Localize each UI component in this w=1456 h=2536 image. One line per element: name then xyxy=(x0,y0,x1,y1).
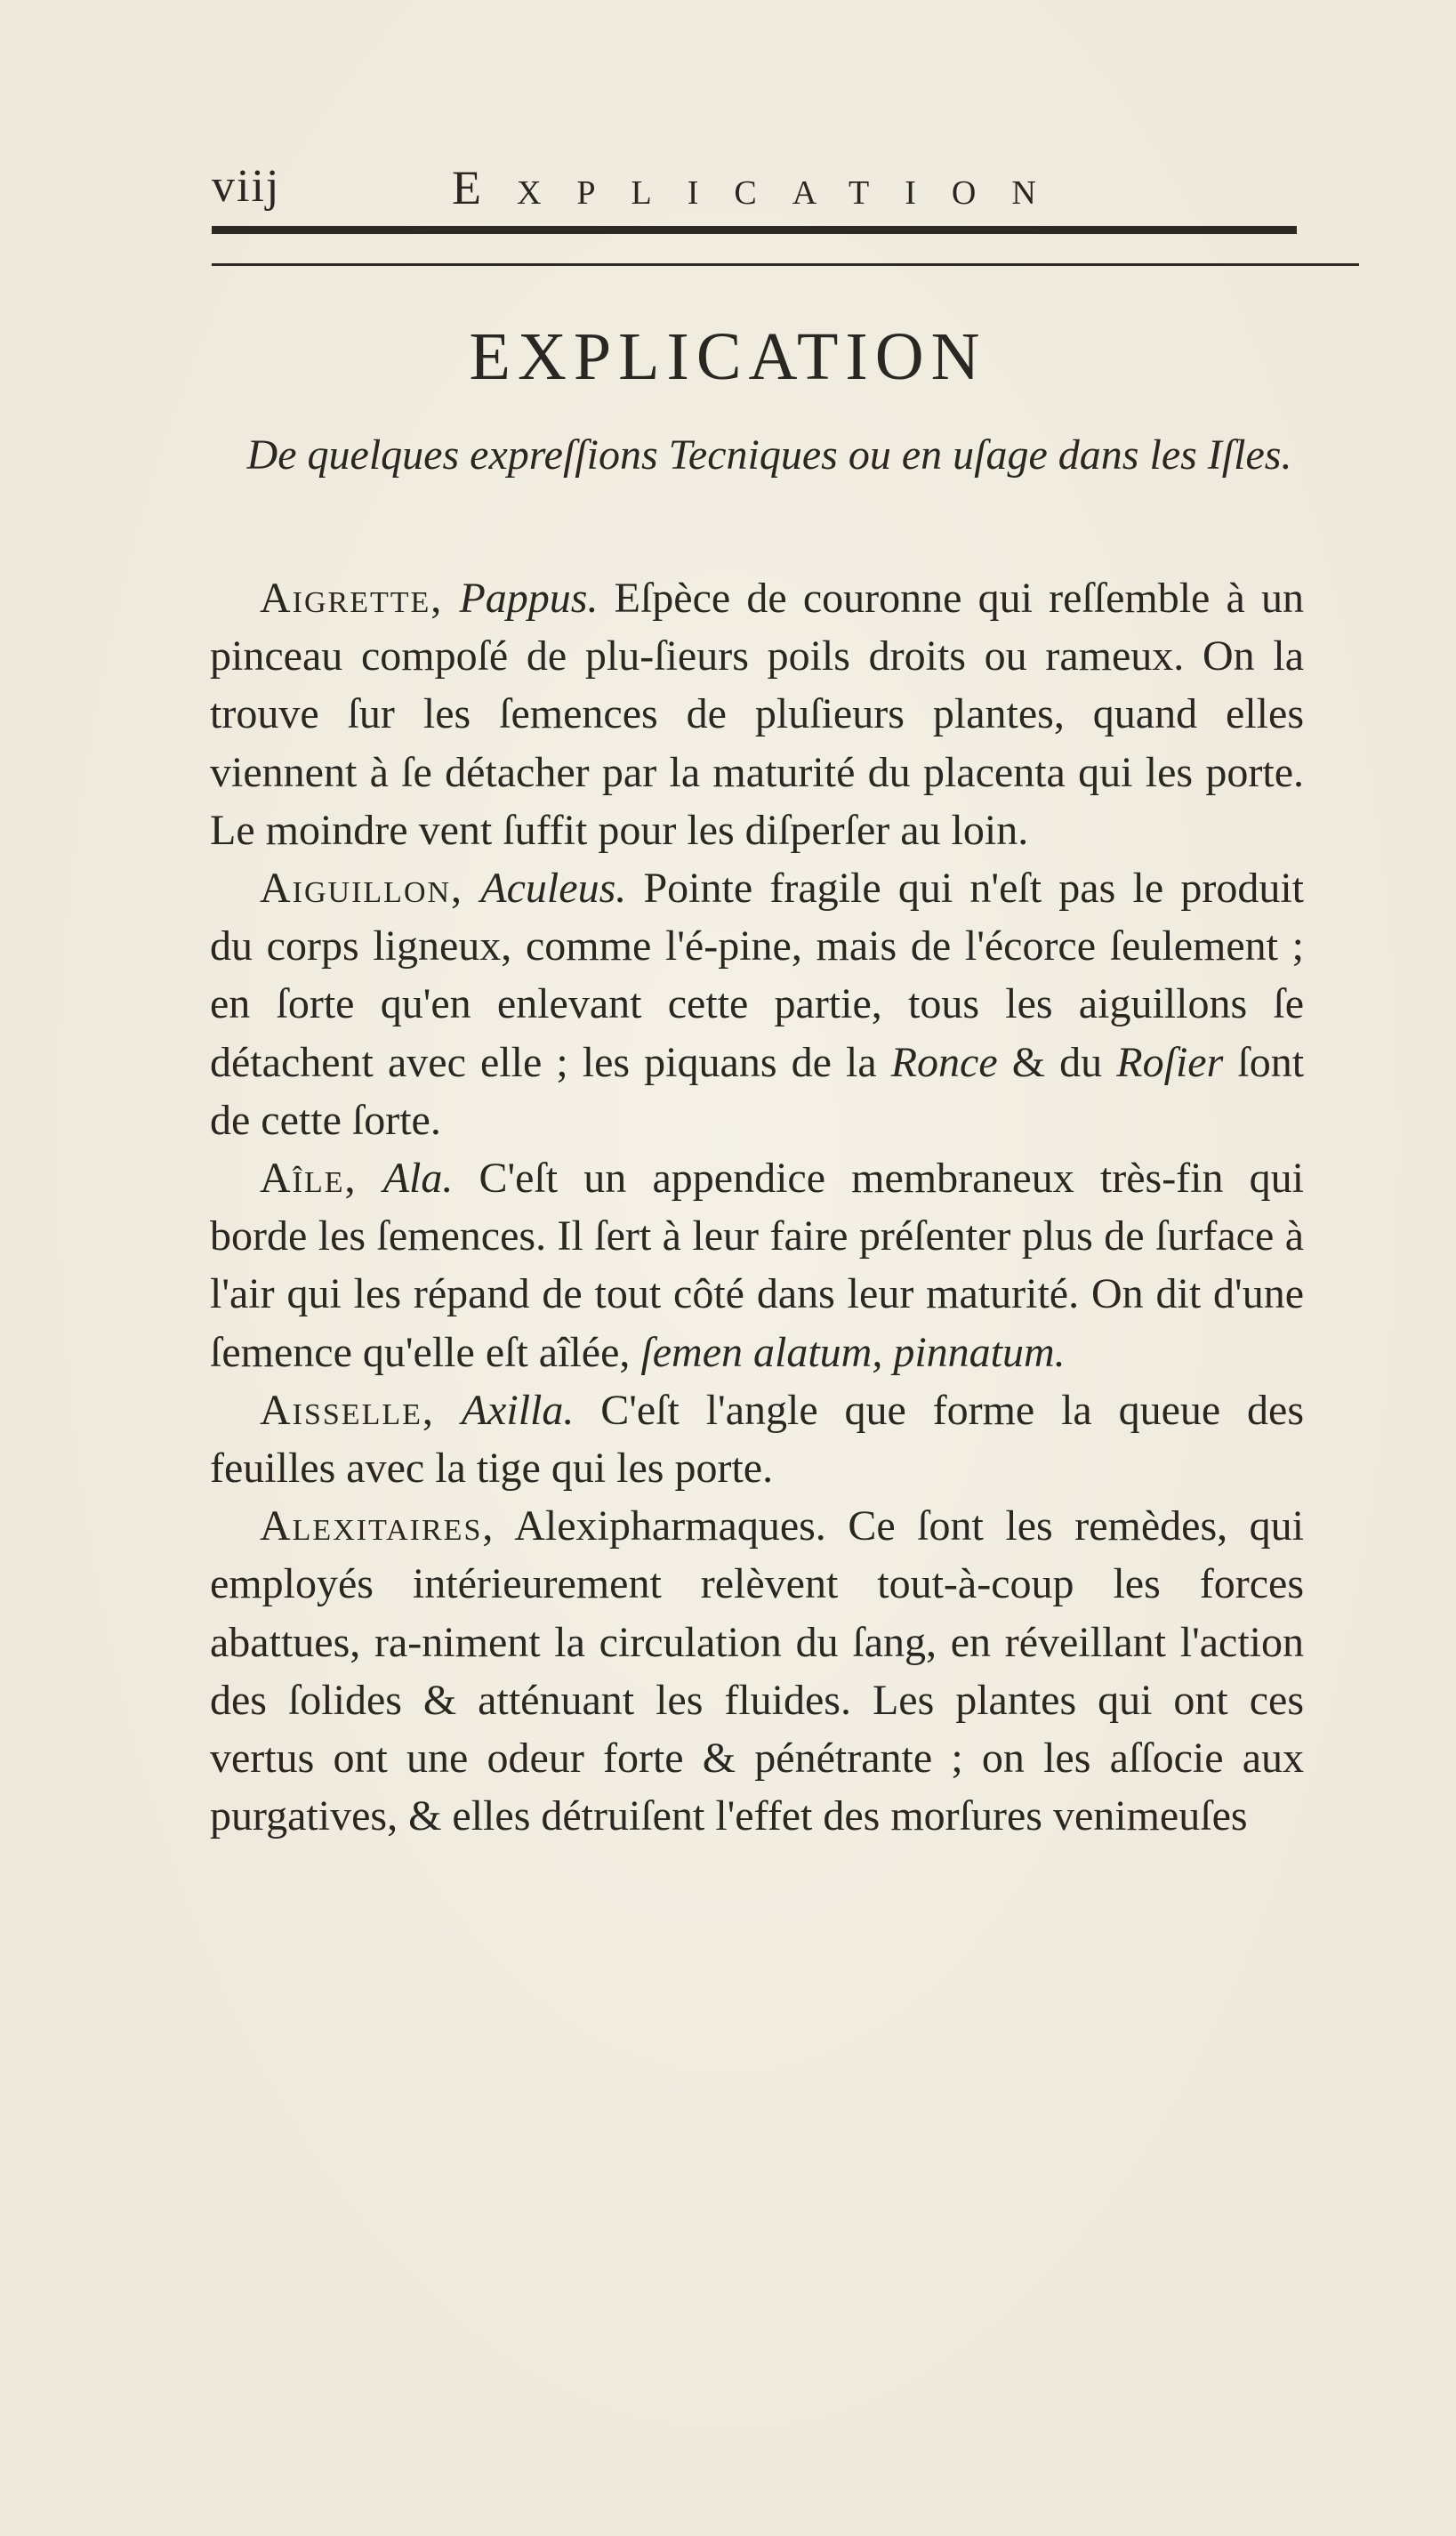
entry-italic-word: Ronce xyxy=(890,1038,998,1086)
entry-italic-word: Roſier xyxy=(1116,1038,1224,1086)
running-head xyxy=(212,160,1368,231)
entry-term: Aisselle, xyxy=(260,1386,435,1434)
section-subtitle: De quelques expreſſions Tecniques ou en uſage dans les Iſles. xyxy=(246,431,1292,479)
glossary-body xyxy=(210,569,1304,1845)
entry-term: Aiguillon, xyxy=(260,865,464,913)
entry-latin: Axilla. xyxy=(461,1386,575,1434)
entry-latin: Ala. xyxy=(382,1155,454,1203)
entry-term: Aîle, xyxy=(260,1155,358,1203)
entry-latin: Pappus. xyxy=(459,575,599,622)
entry-alexitaires xyxy=(210,1497,1304,1845)
entry-definition: Alexipharmaques. Ce ſont les remèdes, qui employés intérieurement relèvent tout-à-coup les forces abattues, ra-niment la circulation du ſang, en réveillant l'action des ſolides & atténuant les fluides. Les plantes qui ont ces vertus ont une odeur forte & pénétrante ; on les aſſocie aux purgatives, & elles détruiſent l'effet des morſures venimeuſes xyxy=(210,1502,1304,1840)
entry-aile xyxy=(210,1149,1304,1381)
entry-definition: & du xyxy=(1011,1038,1103,1086)
entry-term: Alexitaires, xyxy=(260,1502,495,1550)
entry-term: Aigrette, xyxy=(260,575,444,622)
entry-definition: Pointe fragile qui n'eſt pas le produit du corps ligneux, comme l'é-pine, mais de l'écorce ſeulement ; en ſorte qu'en enlevant cette partie, tous les aiguillons ſe détachent avec elle ; les piquans de la xyxy=(210,865,1305,1086)
running-title: Explication xyxy=(452,161,1072,214)
entry-aisselle xyxy=(210,1381,1304,1497)
page-number: viij xyxy=(212,161,281,212)
entry-aiguillon xyxy=(210,859,1304,1149)
entry-latin: Aculeus. xyxy=(480,865,627,913)
header-rule-thick xyxy=(212,226,1297,234)
entry-definition: Eſpèce de couronne qui reſſemble à un pinceau compoſé de plu-ſieurs poils droits ou rameux. On la trouve ſur les ſemences de pluſieurs plantes, quand elles viennent à ſe détacher par la maturité du placenta qui les porte. Le moindre vent ſuffit pour les diſperſer au loin. xyxy=(210,575,1304,854)
entry-definition: C'eſt un appendice membraneux très-fin qui borde les ſemences. Il ſert à leur faire préſenter plus de ſurface à l'air qui les répand de tout côté dans leur maturité. On dit d'une ſemence qu'elle eſt aîlée, xyxy=(210,1155,1304,1376)
header-rule-thin xyxy=(212,263,1359,266)
entry-definition: C'eſt l'angle que forme la queue des feuilles avec la tige qui les porte. xyxy=(210,1386,1304,1493)
entry-definition: ſont de cette ſorte. xyxy=(210,1038,1305,1144)
entry-aigrette xyxy=(210,569,1304,859)
entry-italic-phrase: ſemen alatum, pinnatum. xyxy=(640,1328,1066,1376)
section-title: EXPLICATION xyxy=(469,319,987,394)
